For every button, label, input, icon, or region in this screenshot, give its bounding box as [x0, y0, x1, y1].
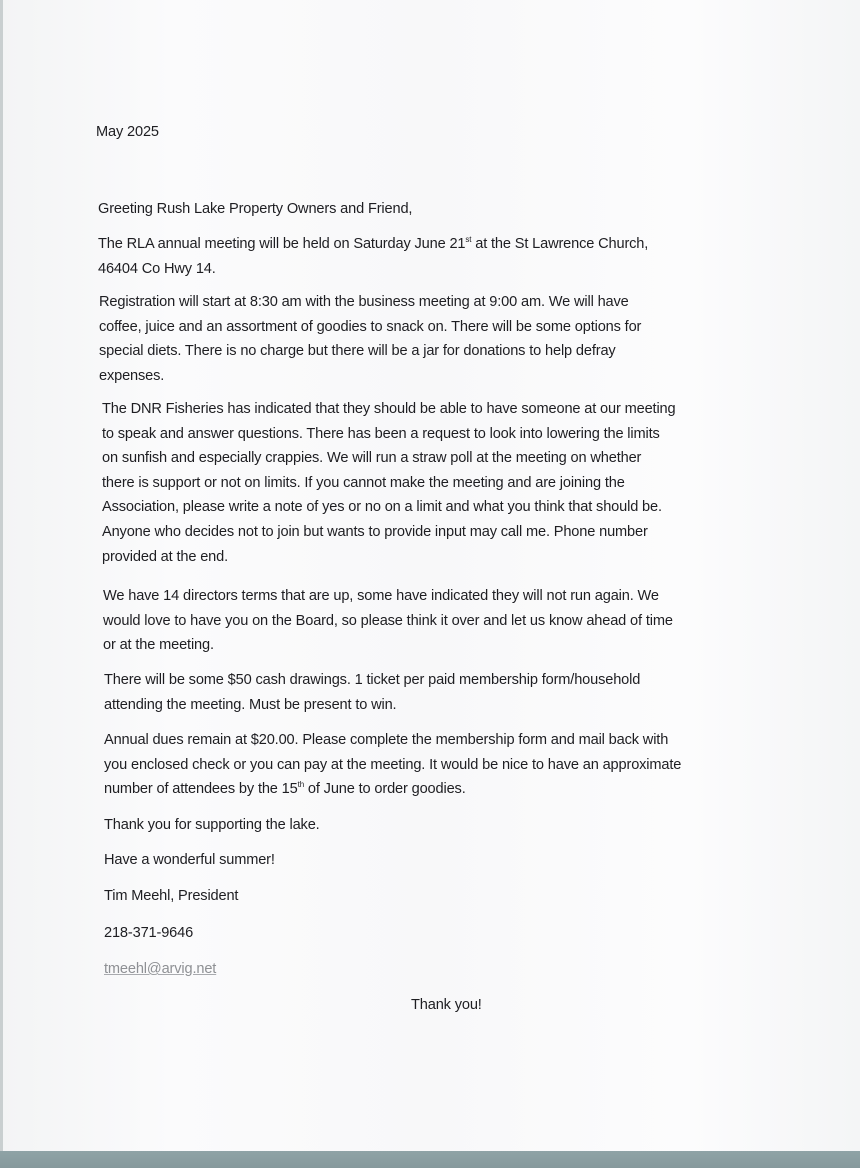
text-line: Registration will start at 8:30 am with the business meeting at 9:00 am. We will have [99, 294, 629, 310]
paragraph-meeting-location [98, 232, 648, 281]
scan-bottom-edge [0, 1151, 860, 1168]
text-line: on sunfish and especially crappies. We will run a straw poll at the meeting on whether [102, 450, 642, 467]
text-line: Annual dues remain at $20.00. Please complete the membership form and mail back with [104, 732, 669, 748]
paragraph-cash-drawings [104, 668, 640, 717]
letter-greeting: Greeting Rush Lake Property Owners and Friend, [98, 201, 413, 217]
text-line: expenses. [99, 367, 165, 384]
text-line: The DNR Fisheries has indicated that they should be able to have someone at our meeting [102, 401, 676, 417]
ordinal-suffix: th [297, 780, 304, 790]
signature: Tim Meehl, President [104, 888, 239, 904]
email-link[interactable]: tmeehl@arvig.net [104, 961, 217, 977]
page-left-edge [0, 0, 3, 1168]
text-line: provided at the end. [102, 548, 229, 565]
text-line: Anyone who decides not to join but wants to provide input may call me. Phone number [102, 523, 648, 540]
final-thanks: Thank you! [411, 997, 482, 1013]
text-line: coffee, juice and an assortment of goodies to snack on. There will be some options for [99, 318, 642, 335]
phone-number: 218-371-9646 [104, 925, 194, 941]
text-line: Association, please write a note of yes or no on a limit and what you think that should be. [102, 499, 662, 516]
letter-date: May 2025 [96, 124, 159, 140]
text-line: would love to have you on the Board, so please think it over and let us know ahead of time [103, 612, 673, 629]
text-line: number of attendees by the 15th of June to order goodies. [104, 780, 466, 798]
text-line: there is support or not on limits. If you cannot make the meeting and are joining the [102, 474, 625, 491]
text-line: attending the meeting. Must be present to win. [104, 696, 397, 713]
closing-thanks-support: Thank you for supporting the lake. [104, 817, 320, 833]
text-line: 46404 Co Hwy 14. [98, 260, 216, 277]
text-line: or at the meeting. [103, 637, 214, 654]
text-line: The RLA annual meeting will be held on Saturday June 21st at the St Lawrence Church, [98, 235, 649, 252]
paragraph-annual-dues [104, 728, 681, 802]
paragraph-dnr-fisheries [102, 397, 675, 569]
text-line: to speak and answer questions. There has been a request to look into lowering the limits [102, 425, 660, 442]
closing-summer-wish: Have a wonderful summer! [104, 852, 275, 868]
text-line: We have 14 directors terms that are up, some have indicated they will not run again. We [103, 588, 659, 604]
text-line: special diets. There is no charge but there will be a jar for donations to help defray [99, 343, 616, 360]
paragraph-registration [99, 290, 641, 388]
paragraph-directors [103, 584, 673, 658]
ordinal-suffix: st [465, 235, 472, 244]
text-line: you enclosed check or you can pay at the meeting. It would be nice to have an approximate [104, 756, 682, 773]
text-line: There will be some $50 cash drawings. 1 ticket per paid membership form/household [104, 672, 641, 688]
